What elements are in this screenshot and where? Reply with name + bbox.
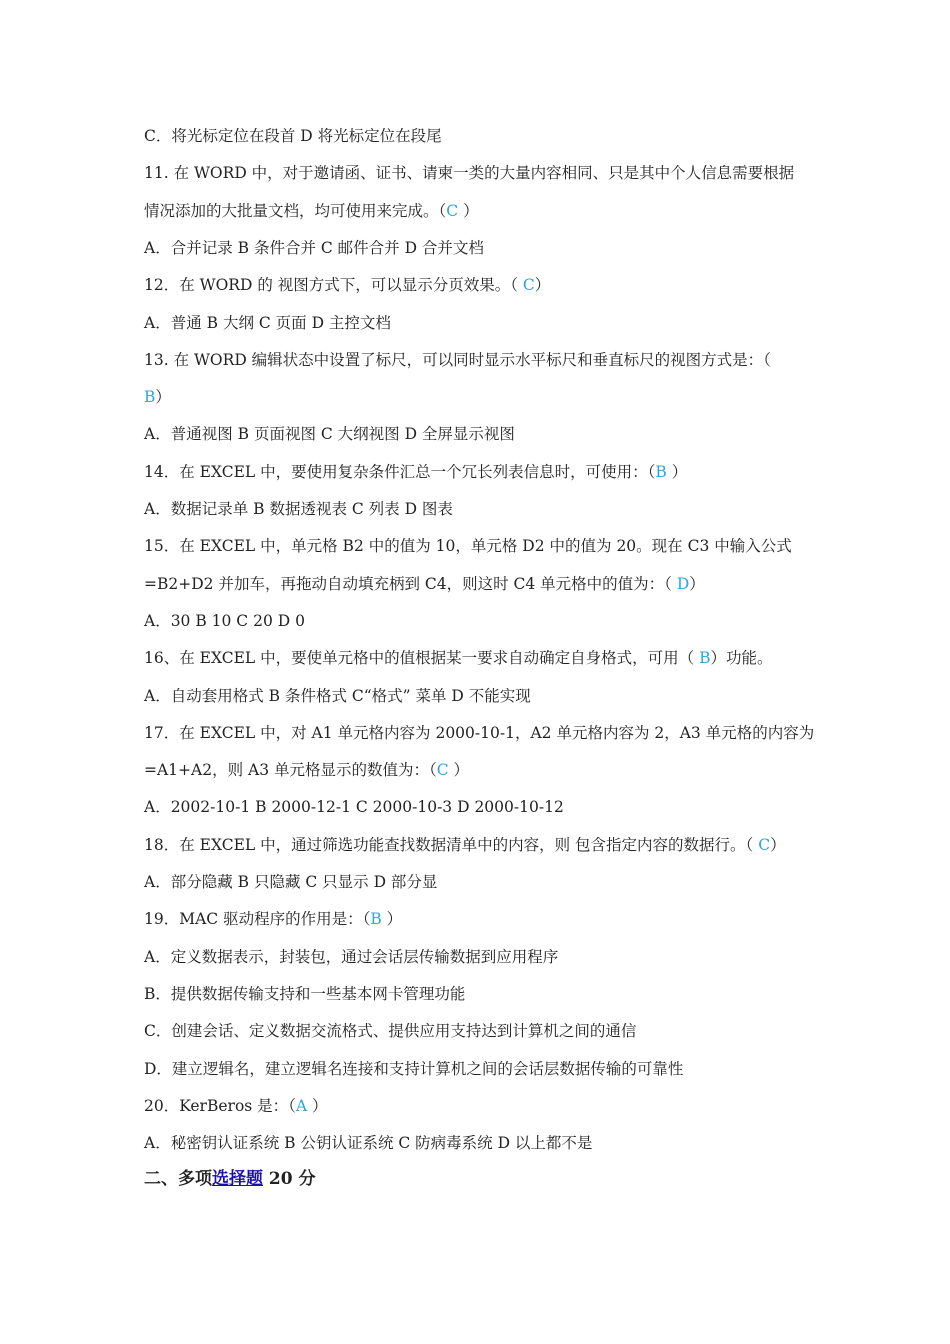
line-text: A．部分隐藏 B 只隐藏 C 只显示 D 部分显 bbox=[144, 873, 438, 891]
line-text: C．创建会话、定义数据交流格式、提供应用支持达到计算机之间的通信 bbox=[144, 1022, 637, 1040]
text-line bbox=[144, 760, 814, 780]
line-text: B．提供数据传输支持和一些基本网卡管理功能 bbox=[144, 985, 466, 1003]
line-text: =A1+A2，则 A3 单元格显示的数值为：（ bbox=[144, 761, 437, 779]
line-text-suffix: ） bbox=[770, 836, 786, 854]
text-line bbox=[144, 686, 814, 706]
text-line bbox=[144, 909, 814, 929]
text-line bbox=[144, 611, 814, 631]
text-line bbox=[144, 723, 814, 743]
line-text-suffix: ）功能。 bbox=[710, 649, 773, 667]
answer-letter: B bbox=[144, 388, 156, 406]
text-line bbox=[144, 648, 814, 668]
text-line bbox=[144, 947, 814, 967]
text-line bbox=[144, 462, 814, 482]
text-line bbox=[144, 499, 814, 519]
text-line bbox=[144, 238, 814, 258]
line-text: =B2+D2 并加车，再拖动自动填充柄到 C4，则这时 C4 单元格中的值为：（ bbox=[144, 575, 677, 593]
text-line bbox=[144, 872, 814, 892]
answer-letter: B bbox=[699, 649, 711, 667]
line-text: A．自动套用格式 B 条件格式 C“格式” 菜单 D 不能实现 bbox=[144, 687, 531, 705]
answer-letter: D bbox=[676, 575, 690, 593]
line-text: 17．在 EXCEL 中，对 A1 单元格内容为 2000-10-1，A2 单元格内容为 2，A3 单元格的内容为 bbox=[144, 724, 815, 742]
line-text-suffix: ） bbox=[534, 276, 551, 294]
section-heading-link[interactable]: 选择题 bbox=[212, 1169, 263, 1189]
answer-letter: C bbox=[758, 836, 771, 854]
text-line bbox=[144, 1133, 814, 1153]
text-line bbox=[144, 163, 814, 183]
line-text: 16、在 EXCEL 中，要使单元格中的值根据某一要求自动确定自身格式，可用（ bbox=[144, 649, 700, 667]
text-line bbox=[144, 201, 814, 221]
line-text-suffix: ） bbox=[307, 1097, 328, 1115]
line-text-suffix: ） bbox=[689, 575, 705, 593]
text-line bbox=[144, 424, 814, 444]
line-text: A．数据记录单 B 数据透视表 C 列表 D 图表 bbox=[144, 500, 453, 518]
line-text-suffix: ） bbox=[155, 388, 171, 406]
line-text: 11. 在 WORD 中，对于邀请函、证书、请柬一类的大量内容相同、只是其中个人信息需要根据 bbox=[144, 164, 795, 182]
text-line bbox=[144, 835, 814, 855]
section-heading-prefix: 二、多项 bbox=[144, 1169, 212, 1189]
line-text-suffix: ） bbox=[448, 761, 470, 779]
section-heading bbox=[144, 1168, 316, 1190]
text-line bbox=[144, 1096, 814, 1116]
line-text: 14．在 EXCEL 中，要使用复杂条件汇总一个冗长列表信息时，可使用：（ bbox=[144, 463, 656, 481]
answer-letter: C bbox=[522, 276, 535, 294]
line-text: C．将光标定位在段首 D 将光标定位在段尾 bbox=[144, 127, 442, 145]
line-text: 20．KerBeros 是：（ bbox=[144, 1097, 296, 1115]
line-text: A．秘密钥认证系统 B 公钥认证系统 C 防病毒系统 D 以上都不是 bbox=[144, 1134, 593, 1152]
line-text: D．建立逻辑名，建立逻辑名连接和支持计算机之间的会话层数据传输的可靠性 bbox=[144, 1060, 684, 1078]
text-line bbox=[144, 350, 814, 370]
text-line bbox=[144, 275, 814, 295]
line-text: 13. 在 WORD 编辑状态中设置了标尺，可以同时显示水平标尺和垂直标尺的视图方式是：（ bbox=[144, 351, 771, 369]
text-line bbox=[144, 797, 814, 817]
text-line bbox=[144, 1021, 814, 1041]
answer-letter: C bbox=[446, 202, 459, 220]
line-text: A．30 B 10 C 20 D 0 bbox=[144, 612, 305, 630]
line-text: A．合并记录 B 条件合并 C 邮件合并 D 合并文档 bbox=[144, 239, 484, 257]
answer-letter: C bbox=[436, 761, 449, 779]
answer-letter: B bbox=[655, 463, 667, 481]
text-line bbox=[144, 536, 814, 556]
text-line bbox=[144, 984, 814, 1004]
line-text-suffix: ） bbox=[381, 910, 403, 928]
line-text: A．普通 B 大纲 C 页面 D 主控文档 bbox=[144, 314, 391, 332]
line-text-suffix: ） bbox=[458, 202, 479, 220]
answer-letter: B bbox=[370, 910, 382, 928]
text-line bbox=[144, 1059, 814, 1079]
line-text-suffix: ） bbox=[666, 463, 688, 481]
line-text: 情况添加的大批量文档，均可使用来完成。（ bbox=[144, 202, 447, 220]
text-line bbox=[144, 574, 814, 594]
line-text: 18．在 EXCEL 中，通过筛选功能查找数据清单中的内容，则 包含指定内容的数据行。（ bbox=[144, 836, 759, 854]
answer-letter: A bbox=[295, 1097, 308, 1115]
line-text: 15．在 EXCEL 中，单元格 B2 中的值为 10，单元格 D2 中的值为 20。现在 C3 中输入公式 bbox=[144, 537, 792, 555]
text-line bbox=[144, 313, 814, 333]
line-text: 19．MAC 驱动程序的作用是：（ bbox=[144, 910, 371, 928]
text-line bbox=[144, 387, 814, 407]
section-heading-suffix: 20 分 bbox=[263, 1169, 316, 1189]
line-text: 12．在 WORD 的 视图方式下，可以显示分页效果。（ bbox=[144, 276, 523, 294]
line-text: A．定义数据表示，封装包，通过会话层传输数据到应用程序 bbox=[144, 948, 559, 966]
line-text: A．2002-10-1 B 2000-12-1 C 2000-10-3 D 2000-10-12 bbox=[144, 798, 564, 816]
line-text: A．普通视图 B 页面视图 C 大纲视图 D 全屏显示视图 bbox=[144, 425, 515, 443]
text-line bbox=[144, 126, 814, 146]
